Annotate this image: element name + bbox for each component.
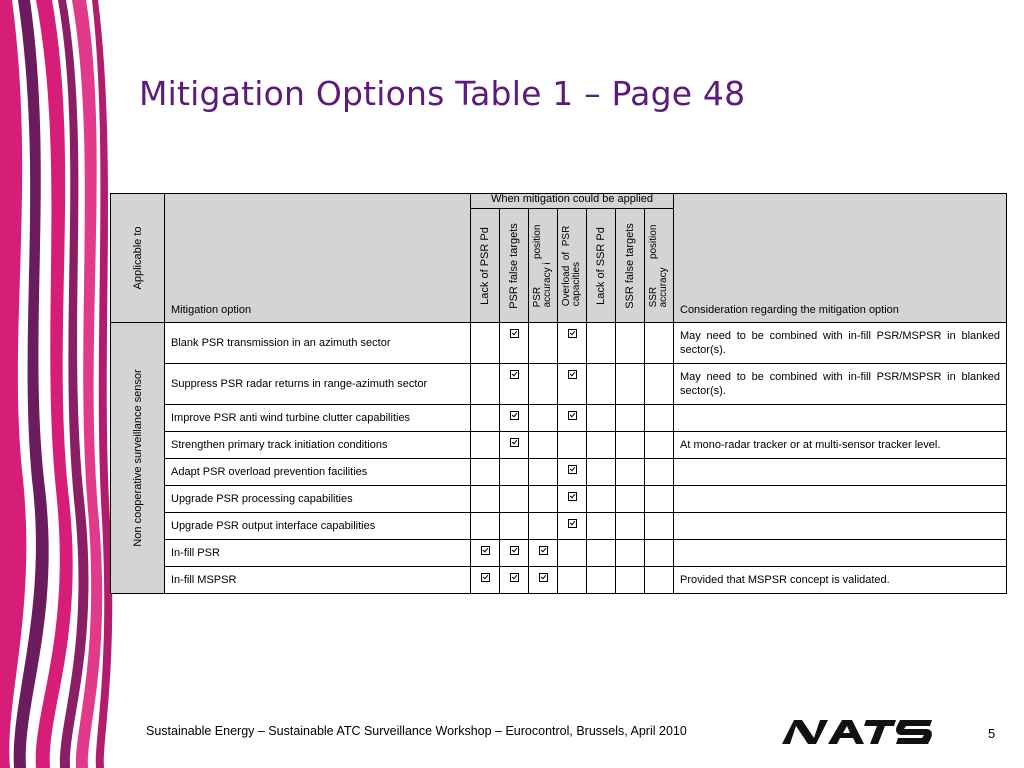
criterion-header: Lack of SSR Pd — [587, 209, 616, 323]
criterion-header: SSR false targets — [616, 209, 645, 323]
criterion-cell — [587, 540, 616, 567]
consideration-cell: May need to be combined with in-fill PSR/MSPSR in blanked sector(s). — [674, 364, 1007, 405]
criterion-cell — [587, 364, 616, 405]
checkbox-checked-icon — [510, 573, 519, 582]
checkbox-checked-icon — [539, 573, 548, 582]
mitigation-option-header: Mitigation option — [165, 194, 471, 323]
slide-title: Mitigation Options Table 1 – Page 48 — [139, 74, 746, 113]
criterion-cell — [645, 364, 674, 405]
criterion-cell — [558, 540, 587, 567]
checkbox-checked-icon — [510, 370, 519, 379]
checkbox-checked-icon — [568, 492, 577, 501]
criterion-cell — [558, 364, 587, 405]
decorative-stripes — [0, 0, 120, 768]
criterion-cell — [500, 405, 529, 432]
criterion-cell — [587, 567, 616, 594]
criterion-cell — [616, 405, 645, 432]
checkbox-checked-icon — [568, 370, 577, 379]
criterion-cell — [558, 405, 587, 432]
criterion-cell — [500, 323, 529, 364]
checkbox-checked-icon — [510, 329, 519, 338]
applicable-group-cell: Non cooperative surveillance sensor — [111, 323, 165, 594]
criterion-cell — [645, 432, 674, 459]
checkbox-checked-icon — [568, 329, 577, 338]
criterion-cell — [645, 486, 674, 513]
mitigation-option-cell: Improve PSR anti wind turbine clutter capabilities — [165, 405, 471, 432]
criterion-cell — [529, 432, 558, 459]
checkbox-checked-icon — [481, 546, 490, 555]
criterion-header: Lack of PSR Pd — [471, 209, 500, 323]
criterion-cell — [529, 540, 558, 567]
criterion-header: Overload of PSR capacities — [558, 209, 587, 323]
criterion-cell — [558, 567, 587, 594]
criterion-cell — [587, 486, 616, 513]
criterion-cell — [645, 567, 674, 594]
table-row — [111, 364, 1007, 405]
criterion-cell — [471, 432, 500, 459]
mitigation-option-cell: Adapt PSR overload prevention facilities — [165, 459, 471, 486]
criterion-cell — [616, 432, 645, 459]
criterion-cell — [500, 432, 529, 459]
checkbox-checked-icon — [481, 573, 490, 582]
criterion-cell — [471, 486, 500, 513]
consideration-header: Consideration regarding the mitigation option — [674, 194, 1007, 323]
criterion-cell — [587, 323, 616, 364]
criterion-cell — [500, 486, 529, 513]
criterion-cell — [529, 567, 558, 594]
criterion-cell — [500, 513, 529, 540]
table-row — [111, 323, 1007, 364]
criterion-cell — [500, 567, 529, 594]
mitigation-option-cell: Strengthen primary track initiation conditions — [165, 432, 471, 459]
criterion-cell — [529, 486, 558, 513]
criterion-cell — [645, 323, 674, 364]
criterion-header: PSR position accuracy i — [529, 209, 558, 323]
criterion-cell — [529, 459, 558, 486]
criterion-cell — [558, 432, 587, 459]
table-row — [111, 486, 1007, 513]
mitigation-option-cell: Upgrade PSR processing capabilities — [165, 486, 471, 513]
criterion-cell — [529, 405, 558, 432]
checkbox-checked-icon — [539, 546, 548, 555]
checkbox-checked-icon — [568, 411, 577, 420]
consideration-cell — [674, 540, 1007, 567]
applicable-to-header: Applicable to — [111, 194, 165, 323]
table-row — [111, 540, 1007, 567]
criterion-cell — [616, 459, 645, 486]
criterion-cell — [587, 513, 616, 540]
criterion-cell — [645, 513, 674, 540]
consideration-cell — [674, 513, 1007, 540]
criterion-cell — [471, 405, 500, 432]
criterion-cell — [558, 323, 587, 364]
table-row — [111, 459, 1007, 486]
mitigation-option-cell: Suppress PSR radar returns in range-azimuth sector — [165, 364, 471, 405]
consideration-cell: Provided that MSPSR concept is validated. — [674, 567, 1007, 594]
criterion-cell — [529, 323, 558, 364]
criterion-cell — [529, 364, 558, 405]
criterion-cell — [558, 459, 587, 486]
criterion-cell — [616, 364, 645, 405]
table-row — [111, 513, 1007, 540]
mitigation-option-cell: In-fill PSR — [165, 540, 471, 567]
mitigation-option-cell: Upgrade PSR output interface capabilities — [165, 513, 471, 540]
criterion-cell — [471, 513, 500, 540]
checkbox-checked-icon — [568, 465, 577, 474]
criterion-cell — [558, 486, 587, 513]
footer-text: Sustainable Energy – Sustainable ATC Surveillance Workshop – Eurocontrol, Brussels, April 2010 — [146, 724, 687, 738]
criterion-header: SSR position accuracy — [645, 209, 674, 323]
mitigation-options-table — [110, 193, 1007, 594]
criterion-cell — [616, 323, 645, 364]
criterion-cell — [471, 364, 500, 405]
criterion-cell — [616, 540, 645, 567]
criterion-cell — [529, 513, 558, 540]
nats-logo — [780, 714, 934, 748]
consideration-cell: May need to be combined with in-fill PSR/MSPSR in blanked sector(s). — [674, 323, 1007, 364]
mitigation-option-cell: In-fill MSPSR — [165, 567, 471, 594]
criterion-cell — [471, 323, 500, 364]
criterion-cell — [471, 567, 500, 594]
criterion-cell — [616, 486, 645, 513]
consideration-cell — [674, 486, 1007, 513]
table-row — [111, 432, 1007, 459]
checkbox-checked-icon — [568, 519, 577, 528]
table-row — [111, 405, 1007, 432]
criterion-cell — [500, 459, 529, 486]
page-number: 5 — [988, 726, 996, 741]
when-applied-group-header: When mitigation could be applied — [471, 194, 674, 209]
criterion-cell — [558, 513, 587, 540]
criterion-cell — [616, 567, 645, 594]
criterion-header: PSR false targets — [500, 209, 529, 323]
table-row — [111, 567, 1007, 594]
criterion-cell — [645, 540, 674, 567]
checkbox-checked-icon — [510, 546, 519, 555]
mitigation-option-cell: Blank PSR transmission in an azimuth sector — [165, 323, 471, 364]
criterion-cell — [587, 405, 616, 432]
checkbox-checked-icon — [510, 411, 519, 420]
criterion-cell — [587, 432, 616, 459]
checkbox-checked-icon — [510, 438, 519, 447]
consideration-cell: At mono-radar tracker or at multi-sensor tracker level. — [674, 432, 1007, 459]
criterion-cell — [645, 405, 674, 432]
criterion-cell — [500, 364, 529, 405]
criterion-cell — [616, 513, 645, 540]
criterion-cell — [587, 459, 616, 486]
criterion-cell — [645, 459, 674, 486]
criterion-cell — [471, 540, 500, 567]
criterion-cell — [471, 459, 500, 486]
criterion-cell — [500, 540, 529, 567]
consideration-cell — [674, 405, 1007, 432]
consideration-cell — [674, 459, 1007, 486]
